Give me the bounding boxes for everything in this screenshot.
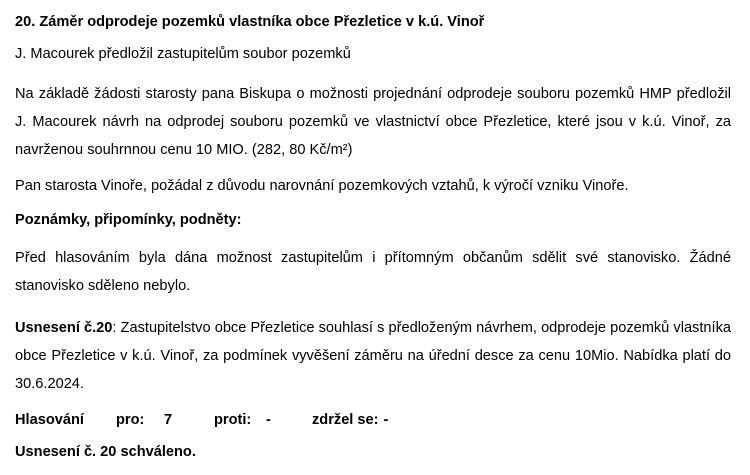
- vote-line: [15, 412, 731, 429]
- intro-paragraph: J. Macourek předložil zastupitelům soubor pozemků: [15, 46, 351, 62]
- vote-proti-label: proti:: [214, 412, 252, 428]
- resolution-label: Usnesení č.20: [15, 320, 113, 336]
- resolution-text: : Zastupitelstvo obce Přezletice souhlasí s předloženým návrhem, odprodeje pozemků vlastníka obce Přezletice v k.ú. Vinoř, za podmínek vyvěšení záměru na úřední desce za cenu 10Mio. Nabídka platí do 30.6.2024.: [15, 320, 731, 392]
- vote-abstain-value: -: [383, 412, 389, 428]
- resolution-paragraph: [15, 314, 731, 398]
- vote-proti-value: -: [266, 412, 271, 428]
- body-paragraph-1: Na základě žádosti starosty pana Biskupa o možnosti projednání odprodeje souboru pozemků HMP předložil J. Macourek návrh na odprodej souboru pozemků ve vlastnictví obce Přezletice, které jsou v k.ú. Vinoř, za navrženou souhrnnou cenu 10 MIO. (282, 80 Kč/m²): [15, 86, 731, 158]
- notes-heading: Poznámky, připomínky, podněty:: [15, 212, 242, 228]
- vote-label: Hlasování: [15, 412, 84, 428]
- body-paragraph-2: Pan starosta Vinoře, požádal z důvodu narovnání pozemkových vztahů, k výročí vzniku Vinoře.: [15, 178, 629, 194]
- vote-pro-label: pro:: [116, 412, 145, 428]
- vote-pro-value: 7: [164, 412, 173, 428]
- document: [15, 14, 731, 475]
- vote-abstain-label: zdržel se:: [312, 412, 379, 428]
- item-title: 20. Záměr odprodeje pozemků vlastníka obce Přezletice v k.ú. Vinoř: [15, 14, 485, 30]
- result-line: Usnesení č. 20 schváleno.: [15, 443, 196, 460]
- notes-paragraph: Před hlasováním byla dána možnost zastupitelům i přítomným občanům sdělit své stanovisko. Žádné stanovisko sděleno nebylo.: [15, 250, 731, 294]
